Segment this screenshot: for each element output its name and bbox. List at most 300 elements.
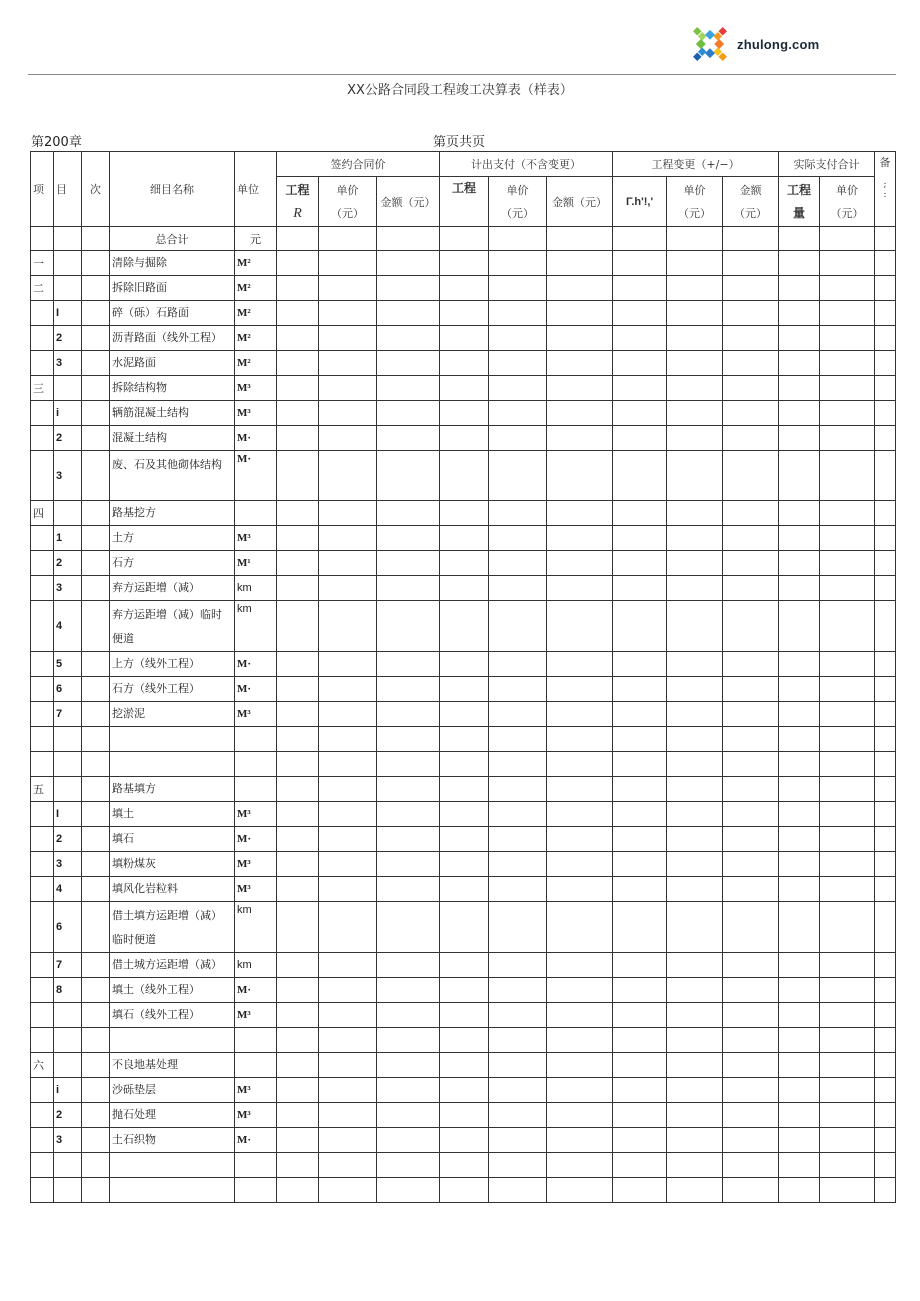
value-cell	[489, 877, 547, 902]
value-cell	[779, 1003, 820, 1028]
value-cell	[440, 1078, 489, 1103]
row-unit: M·	[235, 652, 277, 677]
settlement-table	[30, 151, 896, 1203]
value-cell	[779, 1103, 820, 1128]
value-cell	[667, 601, 723, 652]
value-cell	[779, 877, 820, 902]
value-cell	[613, 401, 667, 426]
value-cell	[319, 1128, 377, 1153]
table-row	[31, 401, 896, 426]
value-cell	[377, 652, 440, 677]
row-ci	[82, 652, 110, 677]
value-cell	[820, 276, 875, 301]
value-cell	[820, 852, 875, 877]
contract-amount-header: 金额（元）	[377, 177, 440, 227]
value-cell	[377, 401, 440, 426]
value-cell	[667, 953, 723, 978]
row-item-name: 借土城方运距增（减）	[110, 953, 235, 978]
value-cell	[875, 501, 896, 526]
value-cell	[277, 777, 319, 802]
row-item-name: 填粉煤灰	[110, 852, 235, 877]
actual-qty-label: 工程	[787, 182, 812, 197]
table-row	[31, 376, 896, 401]
total-row-label: 总合计	[110, 227, 235, 251]
measured-price-label: 单价	[506, 183, 529, 197]
value-cell	[277, 652, 319, 677]
row-unit	[235, 1053, 277, 1078]
row-ci	[82, 827, 110, 852]
value-cell	[277, 677, 319, 702]
value-cell	[613, 526, 667, 551]
row-item-name: 填风化岩粒料	[110, 877, 235, 902]
value-cell	[440, 376, 489, 401]
remark-mark-2: :	[883, 190, 887, 200]
value-cell	[667, 301, 723, 326]
value-cell	[820, 1153, 875, 1178]
table-row	[31, 1078, 896, 1103]
value-cell	[489, 1178, 547, 1203]
value-cell	[667, 376, 723, 401]
row-unit: M³	[235, 376, 277, 401]
table-row	[31, 1053, 896, 1078]
header-measured-payment: 计出支付（不含变更）	[440, 152, 613, 177]
value-cell	[779, 401, 820, 426]
value-cell	[820, 426, 875, 451]
change-qty-header: Γ.h'!,'	[613, 177, 667, 227]
row-xiang	[31, 727, 54, 752]
value-cell	[723, 827, 779, 852]
value-cell	[547, 501, 613, 526]
row-xiang: 五	[31, 777, 54, 802]
value-cell	[277, 1153, 319, 1178]
table-row	[31, 601, 896, 652]
value-cell	[277, 702, 319, 727]
value-cell	[319, 1178, 377, 1203]
value-cell	[489, 978, 547, 1003]
row-item-name: 水泥路面	[110, 351, 235, 376]
value-cell	[319, 551, 377, 576]
value-cell	[613, 1053, 667, 1078]
row-ci	[82, 702, 110, 727]
value-cell	[723, 802, 779, 827]
value-cell	[875, 852, 896, 877]
contract-price-label: 单价	[336, 183, 359, 197]
table-row	[31, 877, 896, 902]
value-cell	[875, 451, 896, 501]
row-xiang	[31, 877, 54, 902]
row-item-name: 抛石处理	[110, 1103, 235, 1128]
value-cell	[875, 777, 896, 802]
value-cell	[875, 276, 896, 301]
value-cell	[319, 777, 377, 802]
value-cell	[613, 752, 667, 777]
value-cell	[277, 953, 319, 978]
row-xiang	[31, 827, 54, 852]
value-cell	[875, 576, 896, 601]
value-cell	[547, 827, 613, 852]
value-cell	[779, 702, 820, 727]
value-cell	[779, 1153, 820, 1178]
value-cell	[277, 326, 319, 351]
value-cell	[377, 677, 440, 702]
value-cell	[319, 852, 377, 877]
value-cell	[377, 752, 440, 777]
value-cell	[667, 1028, 723, 1053]
value-cell	[779, 351, 820, 376]
value-cell	[277, 1053, 319, 1078]
table-row	[31, 426, 896, 451]
value-cell	[377, 877, 440, 902]
row-item-name: 石方（线外工程）	[110, 677, 235, 702]
value-cell	[277, 802, 319, 827]
value-cell	[319, 953, 377, 978]
value-cell	[820, 451, 875, 501]
row-xiang	[31, 677, 54, 702]
value-cell	[779, 1128, 820, 1153]
value-cell	[440, 1003, 489, 1028]
value-cell	[440, 852, 489, 877]
table-row	[31, 1178, 896, 1203]
value-cell	[440, 777, 489, 802]
table-row	[31, 451, 896, 501]
value-cell	[613, 1128, 667, 1153]
value-cell	[779, 1028, 820, 1053]
table-row	[31, 301, 896, 326]
value-cell	[440, 1053, 489, 1078]
table-row	[31, 276, 896, 301]
row-ci	[82, 727, 110, 752]
row-item-name	[110, 1153, 235, 1178]
value-cell	[723, 1053, 779, 1078]
value-cell	[277, 301, 319, 326]
value-cell	[779, 802, 820, 827]
value-cell	[319, 276, 377, 301]
row-ci	[82, 276, 110, 301]
value-cell	[319, 526, 377, 551]
value-cell	[779, 301, 820, 326]
value-cell	[667, 852, 723, 877]
row-mu: 3	[54, 576, 82, 601]
value-cell	[820, 1103, 875, 1128]
value-cell	[779, 276, 820, 301]
value-cell	[319, 652, 377, 677]
measured-price-header	[489, 177, 547, 227]
value-cell	[667, 677, 723, 702]
contract-price-unit: （元）	[331, 206, 364, 220]
value-cell	[613, 852, 667, 877]
table-row	[31, 351, 896, 376]
value-cell	[667, 877, 723, 902]
value-cell	[820, 501, 875, 526]
value-cell	[820, 351, 875, 376]
value-cell	[723, 276, 779, 301]
value-cell	[820, 827, 875, 852]
row-ci	[82, 251, 110, 276]
row-ci	[82, 1003, 110, 1028]
row-mu: I	[54, 802, 82, 827]
value-cell	[723, 251, 779, 276]
value-cell	[377, 576, 440, 601]
row-mu	[54, 1153, 82, 1178]
value-cell	[613, 727, 667, 752]
value-cell	[547, 426, 613, 451]
value-cell	[277, 551, 319, 576]
value-cell	[377, 1103, 440, 1128]
value-cell	[723, 376, 779, 401]
value-cell	[319, 727, 377, 752]
row-xiang	[31, 451, 54, 501]
value-cell	[377, 376, 440, 401]
row-mu	[54, 1053, 82, 1078]
value-cell	[875, 301, 896, 326]
row-ci	[82, 902, 110, 953]
table-row	[31, 777, 896, 802]
value-cell	[875, 727, 896, 752]
value-cell	[440, 652, 489, 677]
row-unit: M³	[235, 877, 277, 902]
row-item-name: 填石	[110, 827, 235, 852]
value-cell	[723, 1103, 779, 1128]
value-cell	[820, 652, 875, 677]
value-cell	[489, 677, 547, 702]
value-cell	[319, 677, 377, 702]
row-ci	[82, 501, 110, 526]
value-cell	[667, 401, 723, 426]
row-mu: I	[54, 301, 82, 326]
value-cell	[489, 852, 547, 877]
row-ci	[82, 551, 110, 576]
value-cell	[547, 1028, 613, 1053]
value-cell	[779, 376, 820, 401]
change-price-header	[667, 177, 723, 227]
value-cell	[440, 576, 489, 601]
value-cell	[377, 1078, 440, 1103]
value-cell	[820, 677, 875, 702]
value-cell	[820, 978, 875, 1003]
row-ci	[82, 451, 110, 501]
value-cell	[820, 601, 875, 652]
value-cell	[779, 752, 820, 777]
value-cell	[613, 1003, 667, 1028]
value-cell	[377, 902, 440, 953]
value-cell	[319, 401, 377, 426]
value-cell	[723, 852, 779, 877]
value-cell	[723, 601, 779, 652]
row-item-name	[110, 727, 235, 752]
row-unit: M¹	[235, 551, 277, 576]
row-ci	[82, 953, 110, 978]
table-row	[31, 677, 896, 702]
value-cell	[319, 601, 377, 652]
value-cell	[613, 426, 667, 451]
value-cell	[277, 877, 319, 902]
row-ci	[82, 576, 110, 601]
row-ci	[82, 1028, 110, 1053]
zhulong-logo-icon	[683, 17, 737, 71]
value-cell	[277, 376, 319, 401]
value-cell	[440, 251, 489, 276]
row-xiang	[31, 802, 54, 827]
value-cell	[667, 752, 723, 777]
row-xiang	[31, 1103, 54, 1128]
value-cell	[779, 827, 820, 852]
value-cell	[667, 576, 723, 601]
row-ci	[82, 426, 110, 451]
value-cell	[440, 426, 489, 451]
value-cell	[820, 576, 875, 601]
value-cell	[440, 401, 489, 426]
row-unit: km	[235, 902, 277, 953]
row-unit: M³	[235, 802, 277, 827]
value-cell	[377, 326, 440, 351]
value-cell	[277, 351, 319, 376]
value-cell	[277, 1128, 319, 1153]
row-unit: M³	[235, 1078, 277, 1103]
value-cell	[489, 351, 547, 376]
value-cell	[440, 1103, 489, 1128]
value-cell	[440, 752, 489, 777]
value-cell	[547, 953, 613, 978]
value-cell	[875, 877, 896, 902]
value-cell	[489, 526, 547, 551]
row-item-name: 石方	[110, 551, 235, 576]
value-cell	[377, 526, 440, 551]
row-item-name: 路基挖方	[110, 501, 235, 526]
row-unit: km	[235, 601, 277, 652]
value-cell	[547, 576, 613, 601]
row-mu: 3	[54, 451, 82, 501]
row-xiang	[31, 1153, 54, 1178]
value-cell	[489, 576, 547, 601]
row-unit: M·	[235, 978, 277, 1003]
value-cell	[489, 752, 547, 777]
row-unit	[235, 1178, 277, 1203]
row-mu	[54, 1003, 82, 1028]
value-cell	[377, 1128, 440, 1153]
value-cell	[547, 702, 613, 727]
value-cell	[613, 576, 667, 601]
value-cell	[613, 301, 667, 326]
row-mu	[54, 752, 82, 777]
value-cell	[779, 451, 820, 501]
table-row	[31, 802, 896, 827]
value-cell	[667, 827, 723, 852]
row-item-name: 土方	[110, 526, 235, 551]
row-unit: km	[235, 576, 277, 601]
value-cell	[319, 351, 377, 376]
value-cell	[820, 727, 875, 752]
row-xiang: 二	[31, 276, 54, 301]
value-cell	[723, 326, 779, 351]
value-cell	[489, 902, 547, 953]
value-cell	[377, 1053, 440, 1078]
row-ci	[82, 852, 110, 877]
top-rule	[28, 74, 896, 75]
value-cell	[440, 276, 489, 301]
row-mu: 2	[54, 551, 82, 576]
value-cell	[319, 301, 377, 326]
value-cell	[489, 601, 547, 652]
value-cell	[489, 401, 547, 426]
value-cell	[613, 953, 667, 978]
value-cell	[723, 752, 779, 777]
value-cell	[277, 401, 319, 426]
value-cell	[613, 451, 667, 501]
contract-qty-label: 工程	[285, 182, 310, 197]
value-cell	[489, 276, 547, 301]
value-cell	[277, 727, 319, 752]
value-cell	[377, 451, 440, 501]
row-unit: M³	[235, 526, 277, 551]
row-item-name: 挖淤泥	[110, 702, 235, 727]
row-unit	[235, 777, 277, 802]
value-cell	[440, 1178, 489, 1203]
value-cell	[377, 426, 440, 451]
value-cell	[277, 902, 319, 953]
value-cell	[440, 1153, 489, 1178]
value-cell	[440, 601, 489, 652]
value-cell	[723, 526, 779, 551]
actual-price-unit: （元）	[830, 206, 864, 220]
row-xiang	[31, 401, 54, 426]
value-cell	[820, 702, 875, 727]
value-cell	[723, 877, 779, 902]
value-cell	[547, 652, 613, 677]
value-cell	[440, 301, 489, 326]
value-cell	[875, 953, 896, 978]
value-cell	[779, 426, 820, 451]
value-cell	[820, 877, 875, 902]
row-unit	[235, 727, 277, 752]
value-cell	[277, 251, 319, 276]
row-ci	[82, 376, 110, 401]
value-cell	[440, 1028, 489, 1053]
value-cell	[875, 401, 896, 426]
row-xiang	[31, 326, 54, 351]
row-mu: 8	[54, 978, 82, 1003]
row-ci	[82, 1103, 110, 1128]
value-cell	[277, 1078, 319, 1103]
value-cell	[613, 652, 667, 677]
value-cell	[667, 902, 723, 953]
table-row	[31, 978, 896, 1003]
row-mu: 2	[54, 326, 82, 351]
contract-price-header	[319, 177, 377, 227]
row-unit: M²	[235, 351, 277, 376]
value-cell	[779, 551, 820, 576]
value-cell	[779, 601, 820, 652]
row-item-name: 辆筋混凝土结构	[110, 401, 235, 426]
value-cell	[547, 1078, 613, 1103]
value-cell	[667, 1153, 723, 1178]
value-cell	[613, 501, 667, 526]
row-xiang	[31, 852, 54, 877]
value-cell	[723, 1028, 779, 1053]
table-row	[31, 1128, 896, 1153]
value-cell	[820, 752, 875, 777]
value-cell	[613, 677, 667, 702]
row-xiang	[31, 652, 54, 677]
row-mu	[54, 376, 82, 401]
value-cell	[377, 852, 440, 877]
table-row	[31, 953, 896, 978]
value-cell	[875, 526, 896, 551]
row-unit: M²	[235, 301, 277, 326]
row-unit: M·	[235, 426, 277, 451]
value-cell	[613, 551, 667, 576]
value-cell	[820, 1028, 875, 1053]
value-cell	[667, 978, 723, 1003]
